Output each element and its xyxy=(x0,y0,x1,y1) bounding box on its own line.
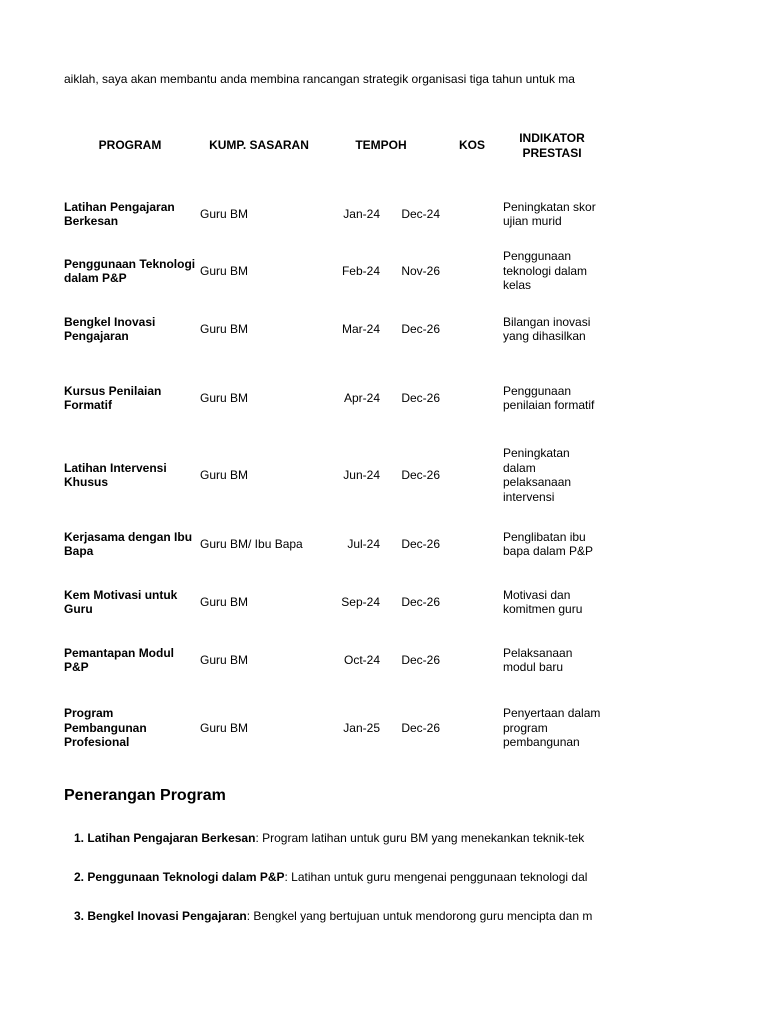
header-target-group: KUMP. SASARAN xyxy=(209,138,309,152)
program-cell: Kerjasama dengan Ibu Bapa xyxy=(64,529,193,558)
item-text: : Program latihan untuk guru BM yang menekankan teknik-tek xyxy=(255,831,585,845)
table-row xyxy=(0,249,604,293)
end-cell: Dec-26 xyxy=(401,467,440,482)
table-row xyxy=(0,638,604,682)
start-cell: Jan-25 xyxy=(343,720,380,735)
indicator-cell: Motivasi dan komitmen guru xyxy=(503,587,583,616)
target-cell: Guru BM xyxy=(200,720,249,735)
end-cell: Dec-26 xyxy=(401,390,440,405)
start-cell: Jun-24 xyxy=(343,467,380,482)
table-row xyxy=(0,369,604,427)
end-cell: Nov-26 xyxy=(401,263,440,278)
target-cell: Guru BM xyxy=(200,390,249,405)
end-cell: Dec-26 xyxy=(401,720,440,735)
item-title: Penggunaan Teknologi dalam P&P xyxy=(87,870,285,884)
indicator-cell: Penglibatan ibu bapa dalam P&P xyxy=(503,529,594,558)
end-cell: Dec-26 xyxy=(401,652,440,667)
start-cell: Jan-24 xyxy=(343,206,380,221)
target-cell: Guru BM xyxy=(200,467,249,482)
program-cell: Penggunaan Teknologi dalam P&P xyxy=(64,256,196,285)
list-item xyxy=(74,831,584,845)
target-cell: Guru BM xyxy=(200,206,249,221)
end-cell: Dec-26 xyxy=(401,594,440,609)
program-cell: Program Pembangunan Profesional xyxy=(64,706,147,750)
table-row xyxy=(0,522,604,566)
list-item xyxy=(74,870,587,884)
header-program: PROGRAM xyxy=(98,138,162,152)
header-indikator: INDIKATOR PRESTASI xyxy=(519,131,585,160)
indicator-cell: Peningkatan skor ujian murid xyxy=(503,199,596,228)
target-cell: Guru BM xyxy=(200,321,249,336)
program-cell: Pemantapan Modul P&P xyxy=(64,645,175,674)
section-title: Penerangan Program xyxy=(64,787,226,804)
intro-text: aiklah, saya akan membantu anda membina rancangan strategik organisasi tiga tahun untuk ma xyxy=(64,72,575,86)
item-text: : Latihan untuk guru mengenai penggunaan teknologi dal xyxy=(284,870,588,884)
table-row xyxy=(0,698,604,758)
indicator-cell: Peningkatan dalam pelaksanaan intervensi xyxy=(503,446,572,504)
program-cell: Kursus Penilaian Formatif xyxy=(64,383,162,412)
indicator-cell: Bilangan inovasi yang dihasilkan xyxy=(503,314,591,343)
target-cell: Guru BM xyxy=(200,263,249,278)
start-cell: Oct-24 xyxy=(343,652,380,667)
item-title: Latihan Pengajaran Berkesan xyxy=(87,831,256,845)
end-cell: Dec-26 xyxy=(401,536,440,551)
header-tempoh: TEMPOH xyxy=(355,138,407,152)
program-cell: Latihan Intervensi Khusus xyxy=(64,460,167,489)
table-row xyxy=(0,580,604,624)
start-cell: Mar-24 xyxy=(341,321,380,336)
end-cell: Dec-24 xyxy=(401,206,440,221)
header-kos: KOS xyxy=(458,138,485,152)
indicator-cell: Pelaksanaan modul baru xyxy=(503,645,573,674)
list-item xyxy=(74,909,592,923)
item-number: 3. xyxy=(74,909,85,923)
target-cell: Guru BM xyxy=(200,594,249,609)
start-cell: Sep-24 xyxy=(341,594,380,609)
target-cell: Guru BM/ Ibu Bapa xyxy=(200,536,303,551)
start-cell: Jul-24 xyxy=(347,536,380,551)
start-cell: Feb-24 xyxy=(341,263,380,278)
target-cell: Guru BM xyxy=(200,652,249,667)
item-text: : Bengkel yang bertujuan untuk mendorong guru mencipta dan m xyxy=(246,909,593,923)
indicator-cell: Penggunaan penilaian formatif xyxy=(503,383,595,412)
table-row xyxy=(0,440,604,510)
program-cell: Latihan Pengajaran Berkesan xyxy=(64,199,175,228)
item-title: Bengkel Inovasi Pengajaran xyxy=(87,909,247,923)
indicator-cell: Penggunaan teknologi dalam kelas xyxy=(503,249,588,293)
start-cell: Apr-24 xyxy=(343,390,380,405)
program-cell: Kem Motivasi untuk Guru xyxy=(64,587,178,616)
indicator-cell: Penyertaan dalam program pembangunan xyxy=(503,706,601,750)
item-number: 1. xyxy=(74,831,85,845)
item-number: 2. xyxy=(74,870,85,884)
program-cell: Bengkel Inovasi Pengajaran xyxy=(64,314,156,343)
end-cell: Dec-26 xyxy=(401,321,440,336)
table-row xyxy=(0,307,604,351)
table-row xyxy=(0,192,604,236)
